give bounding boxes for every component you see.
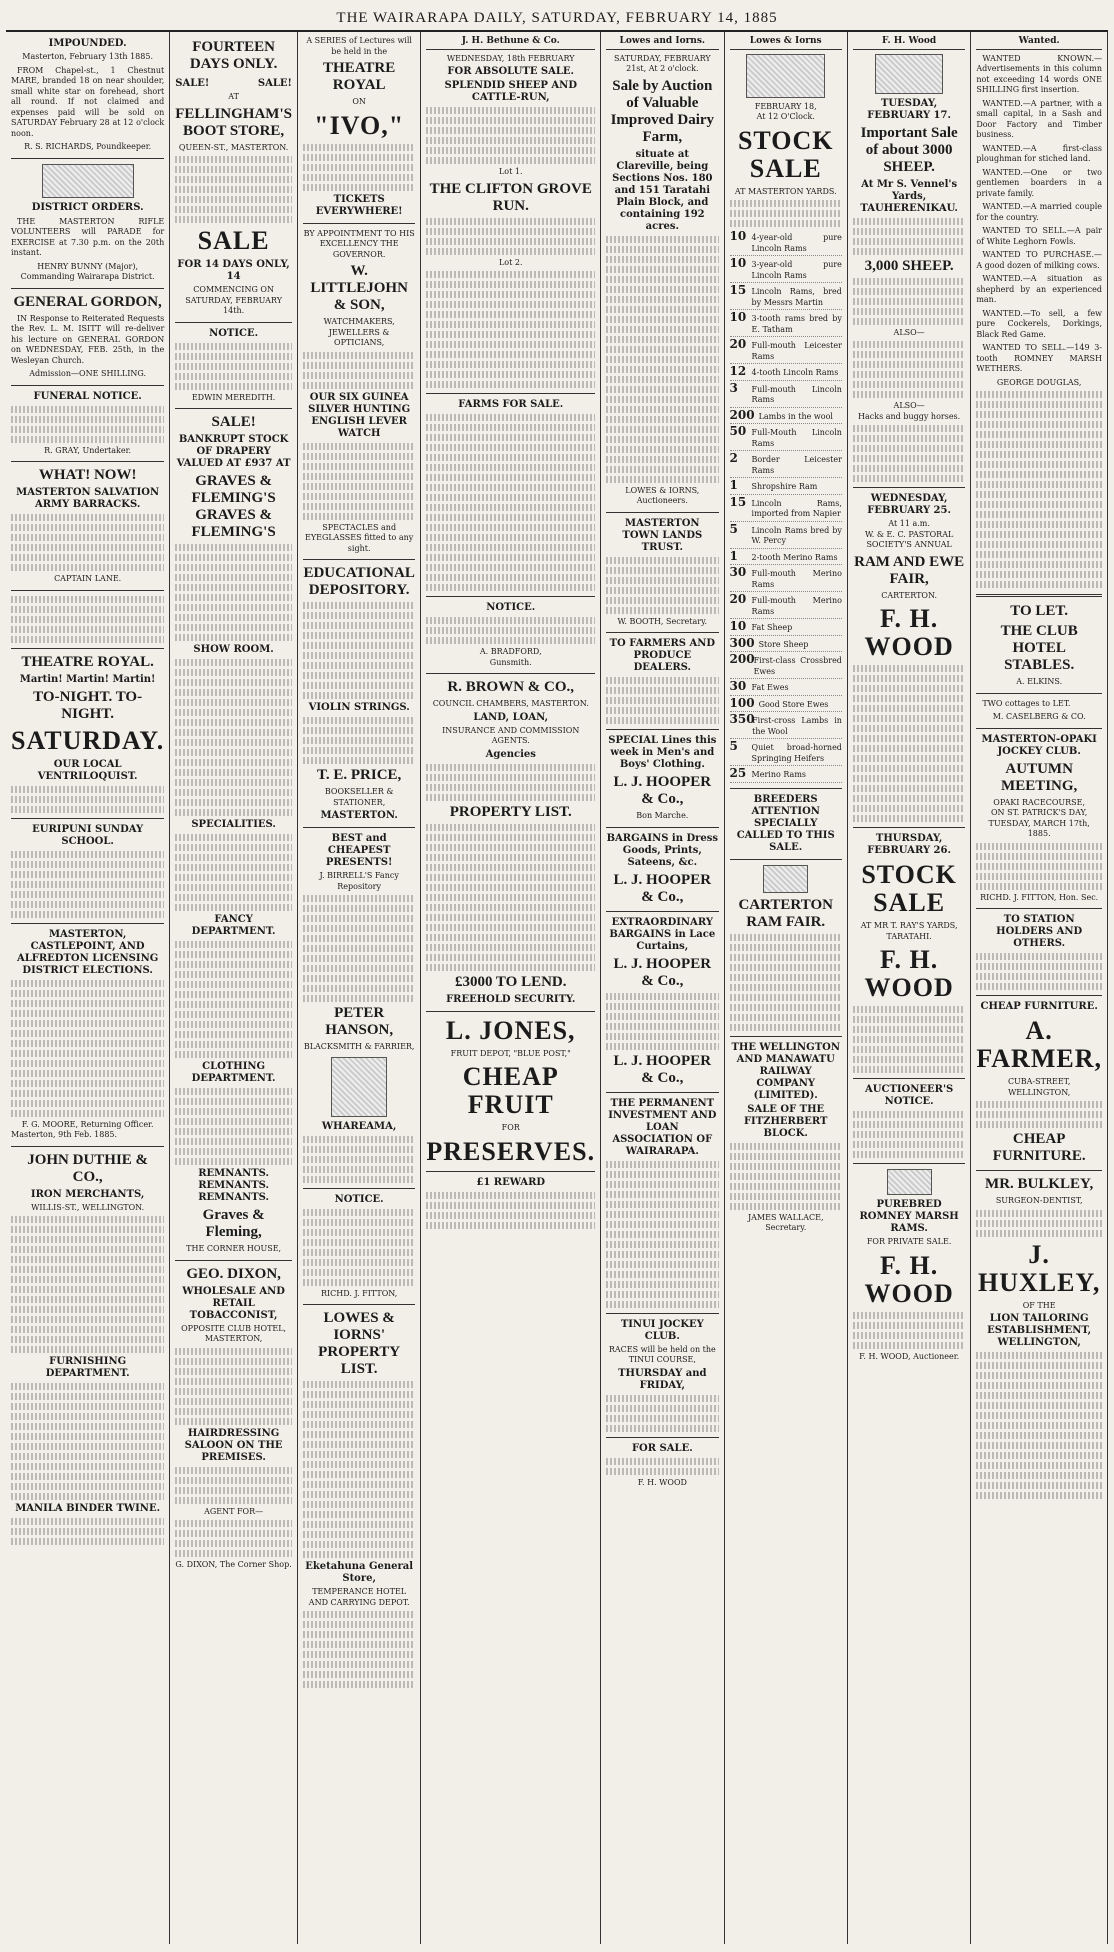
stock-item-count: 30 — [729, 679, 747, 693]
tenders-text — [11, 596, 164, 643]
stock-item — [730, 680, 842, 696]
jones-sub: FRUIT DEPOT, "BLUE POST," — [450, 1048, 571, 1058]
district-orders-sign: HENRY BUNNY (Major), Commanding Wairarapa District. — [20, 261, 155, 281]
hanson-title: PETER HANSON, — [325, 1005, 394, 1038]
lot-1: Lot 1. — [498, 167, 523, 176]
stock-item-count: 20 — [729, 592, 747, 606]
extraordinary: EXTRAORDINARY BARGAINS in Lace Curtains, — [609, 916, 716, 952]
stock-item — [730, 230, 842, 256]
stock-item-text: Full-Mouth Lincoln Rams — [751, 428, 842, 448]
st-patrick: ON ST. PATRICK'S DAY, — [991, 808, 1088, 817]
district-orders-body: THE MASTERTON RIFLE VOLUNTEERS will PARADE for EXERCISE at 7.30 p.m. on the 20th instant. — [11, 216, 165, 257]
stock-item-count: 20 — [729, 337, 747, 351]
our-six: OUR SIX GUINEA SILVER HUNTING ENGLISH LEVER WATCH — [308, 391, 411, 439]
fellingham-title: FELLINGHAM'S BOOT STORE, — [175, 105, 292, 139]
price-sub: BOOKSELLER & STATIONER, — [324, 787, 394, 807]
huxley-of: OF THE — [1022, 1300, 1056, 1310]
stock-item-count: 15 — [729, 494, 747, 509]
stock-item-text: 3-year-old pure Lincoln Rams — [751, 260, 842, 280]
purebred-rams: PUREBRED ROMNEY MARSH RAMS. — [859, 1199, 959, 1234]
sunday-school: EURIPUNI SUNDAY SCHOOL. — [32, 823, 144, 847]
price-place: MASTERTON. — [320, 810, 398, 821]
ram-illustration-2 — [887, 1169, 932, 1195]
wanted-9: WANTED.—To sell, a few pure Cockerels, Dorkings, Black Red Game. — [976, 308, 1102, 339]
stock-item-count: 25 — [729, 766, 747, 780]
wood-name-2: F. H. WOOD — [864, 945, 954, 1002]
remnants: REMNANTS. REMNANTS. REMNANTS. — [198, 1168, 270, 1203]
stock-item-count: 30 — [729, 565, 747, 579]
sheep-illustration-2 — [875, 54, 942, 94]
watchmakers: WATCHMAKERS, JEWELLERS & OPTICIANS, — [323, 317, 395, 347]
stock-item-count: 5 — [729, 521, 738, 536]
wanted-header: Wanted. — [976, 36, 1102, 50]
wood-header: F. H. Wood — [853, 36, 965, 50]
hooper-3: L. J. HOOPER & Co., — [613, 955, 712, 989]
wanted-4: WANTED.—One or two gentlemen boarders in a private family. — [976, 167, 1102, 198]
wood-name-1: F. H. WOOD — [864, 604, 954, 661]
sheep-illustration — [746, 54, 825, 98]
sale-left: SALE! — [175, 78, 210, 89]
stock-item-count: 12 — [729, 364, 747, 378]
farmers: TO FARMERS AND PRODUCE DEALERS. — [609, 638, 716, 673]
lowes-terms: LOWES & IORNS, Auctioneers. — [625, 485, 700, 505]
sale-right: SALE! — [257, 78, 292, 89]
salvation-sub: MASTERTON SALVATION ARMY BARRACKS. — [16, 487, 160, 510]
two-cottages: TWO cottages to LET. — [982, 698, 1071, 708]
theatre-title: THEATRE ROYAL. — [21, 653, 154, 670]
blacksmith-illustration — [331, 1057, 387, 1117]
hooper-2: L. J. HOOPER & Co., — [613, 871, 712, 905]
impounded-sign: R. S. RICHARDS, Poundkeeper. — [24, 142, 152, 151]
clothing-dept: CLOTHING DEPARTMENT. — [191, 1061, 276, 1084]
stock-item-text: Lincoln Rams bred by W. Percy — [751, 525, 842, 545]
stock-sale-2: STOCK SALE — [861, 860, 957, 917]
manila-twine: MANILA BINDER TWINE. — [15, 1503, 161, 1514]
bethune-header: J. H. Bethune & Co. — [426, 36, 595, 50]
wanted-1: WANTED KNOWN.—Advertisements in this column not exceeding 14 words ONE SHILLING first insertion. — [976, 53, 1102, 94]
masthead — [6, 6, 1108, 32]
ram-ewe-fair: RAM AND EWE FAIR, — [854, 553, 965, 587]
farmer-sub: CUBA-STREET, WELLINGTON, — [1007, 1077, 1071, 1097]
stock-item-count: 350 — [729, 712, 755, 726]
stock-item-text: Full-mouth Merino Rams — [751, 569, 842, 589]
ventriloquist: OUR LOCAL VENTRILOQUIST. — [37, 758, 138, 782]
notice-title-3: NOTICE. — [334, 1193, 384, 1205]
notice-sign: EDWIN MEREDITH. — [191, 392, 276, 402]
bulkley: MR. BULKLEY, — [985, 1176, 1094, 1192]
bradford-sub: Gunsmith. — [489, 657, 532, 667]
farmer-title: A. FARMER, — [976, 1016, 1102, 1073]
stock-item-text: Store Sheep — [758, 639, 809, 649]
district-orders-title: DISTRICT ORDERS. — [31, 201, 144, 213]
graves-fleming: GRAVES & FLEMING'S GRAVES & FLEMING'S — [191, 473, 276, 540]
breeders: BREEDERS ATTENTION SPECIALLY CALLED TO THIS SALE. — [736, 793, 835, 853]
wed-date: WEDNESDAY, FEBRUARY 25. — [867, 493, 951, 516]
impounded-body: FROM Chapel-st., 1 Chestnut MARE, branded 18 on near shoulder, small white star on forehead, short all round. If not claimed and expenses paid will be sold on SATURDAY February 28 at 12 o'clock noon. — [11, 65, 165, 138]
carterton-ram-fair: CARTERTON RAM FAIR. — [738, 896, 833, 930]
cheap-furniture-2: CHEAP FURNITURE. — [992, 1131, 1086, 1164]
violin: VIOLIN STRINGS. — [308, 702, 410, 713]
auctioneer-notice: AUCTIONEER'S NOTICE. — [865, 1084, 954, 1107]
special-lines: SPECIAL Lines this week in Men's and Boys' Clothing. — [608, 735, 717, 770]
eketahuna-title: Eketahuna General Store, — [305, 1561, 414, 1584]
stock-item-text: 3-tooth rams bred by E. Tatham — [751, 314, 842, 334]
wood-carterton: CARTERTON. — [881, 590, 937, 600]
stock-date: FEBRUARY 18, — [754, 101, 817, 111]
for-label: FOR — [501, 1123, 520, 1132]
theatre-royal: THEATRE ROYAL — [323, 60, 396, 93]
stock-item-text: Lincoln Rams, bred by Messrs Martin — [751, 287, 842, 307]
fellingham-place: QUEEN-ST., MASTERTON. — [178, 142, 289, 152]
three-thousand-sheep: 3,000 SHEEP. — [864, 257, 954, 274]
farms-for-sale: FARMS FOR SALE. — [458, 399, 564, 410]
stock-item — [730, 697, 842, 713]
fourteen-days: FOURTEEN DAYS ONLY. — [189, 39, 278, 72]
hacks: Hacks and buggy horses. — [858, 411, 961, 421]
stock-item — [730, 496, 842, 522]
notice-4: NOTICE. — [486, 602, 536, 613]
lowes-header: Lowes and Iorns. — [606, 36, 718, 50]
columns — [6, 32, 1108, 1944]
autumn-meeting: AUTUMN MEETING, — [1001, 760, 1078, 794]
column-3 — [298, 32, 421, 1944]
stock-item-count: 1 — [729, 478, 738, 492]
tonight: TO-NIGHT. TO-NIGHT. — [33, 688, 143, 722]
sale-big: SALE — [197, 226, 270, 255]
wanted-10: WANTED TO SELL.—149 3-tooth ROMNEY MARSH WETHERS. — [976, 343, 1102, 373]
tickets: TICKETS EVERYWHERE! — [315, 193, 403, 217]
race-tuesday: TUESDAY, MARCH 17th, 1885. — [988, 818, 1090, 838]
stock-item-text: 4-tooth Lincoln Rams — [751, 368, 839, 377]
stock-item-text: First-cross Lambs in the Wool — [752, 716, 842, 736]
birrell: J. BIRRELL'S Fancy Repository — [319, 871, 399, 891]
hooper-sub-1: Bon Marche. — [636, 811, 689, 820]
duthie-title: JOHN DUTHIE & CO., — [27, 1151, 149, 1185]
dixon-place: OPPOSITE CLUB HOTEL, MASTERTON, — [181, 1323, 287, 1343]
pastoral-assoc: W. & E. C. PASTORAL SOCIETY'S ANNUAL — [864, 529, 954, 549]
town-lands-sign: W. BOOTH, Secretary. — [617, 616, 708, 626]
freehold: FREEHOLD SECURITY. — [446, 993, 576, 1005]
reward: £1 REWARD — [476, 1176, 546, 1188]
wood-sign: F. H. WOOD, Auctioneer. — [859, 1351, 960, 1361]
tinui: TINUI JOCKEY CLUB. — [620, 1318, 704, 1342]
stock-yards: AT MASTERTON YARDS. — [734, 186, 837, 196]
crest-icon — [42, 164, 134, 198]
club-stables: THE CLUB HOTEL STABLES. — [1000, 623, 1078, 673]
bulkley-sub: SURGEON-DENTIST, — [995, 1196, 1083, 1205]
wanted-5: WANTED.—A married couple for the country. — [976, 202, 1102, 222]
stock-item-text: Fat Ewes — [751, 683, 789, 692]
agent-for: AGENT FOR— — [204, 1506, 264, 1516]
stock-item-count: 10 — [729, 619, 747, 633]
stock-item-text: Full-mouth Lincoln Rams — [751, 384, 842, 404]
stock-item-text: Fat Sheep — [751, 623, 793, 632]
stock-item — [730, 257, 842, 283]
insurance: INSURANCE AND COMMISSION AGENTS. — [442, 725, 580, 745]
agencies: Agencies — [485, 748, 536, 760]
cheap-fruit: CHEAP FRUIT — [462, 1062, 559, 1119]
wood-date: TUESDAY, FEBRUARY 17. — [867, 97, 951, 121]
stock-item-text: Shropshire Ram — [751, 482, 818, 491]
vennels-yards: At Mr S. Vennel's Yards, TAUHERENIKAU. — [860, 178, 958, 214]
spectacles: SPECTACLES and EYEGLASSES fitted to any sight. — [305, 522, 414, 553]
stock-item-text: Quiet broad-horned Springing Heifers — [751, 743, 842, 763]
land-loan: LAND, LOAN, — [473, 711, 549, 723]
duthie-sub: IRON MERCHANTS, — [30, 1188, 145, 1200]
to-let: TO LET. — [1010, 603, 1069, 619]
situate: situate at Clareville, being Sections Nos. 180 and 151 Taratahi Plain Block, and containing 192 acres. — [612, 148, 713, 232]
stock-item — [730, 566, 842, 592]
douglas-sign: GEORGE DOUGLAS, — [996, 377, 1082, 387]
column-7 — [848, 32, 971, 1944]
stock-item — [730, 550, 842, 566]
show-room: SHOW ROOM. — [193, 644, 274, 655]
gordon-admission: Admission—ONE SHILLING. — [29, 369, 147, 378]
series: A SERIES of Lectures will be held in the — [306, 36, 412, 56]
stock-item — [730, 713, 842, 739]
ram-illustration — [763, 865, 808, 893]
stock-item-text: Border Leicester Rams — [751, 455, 842, 475]
licensing-date: Masterton, 9th Feb. 1885. — [11, 1130, 118, 1139]
stock-item-count: 15 — [729, 283, 747, 297]
notice-title: NOTICE. — [209, 327, 259, 339]
furnishing-dept: FURNISHING DEPARTMENT. — [45, 1356, 130, 1379]
stock-item-text: First-class Crossbred Ewes — [753, 656, 842, 676]
stock-item-count: 100 — [729, 695, 755, 710]
littlejohn-title: W. LITTLEJOHN & SON, — [310, 263, 408, 313]
jones-title: L. JONES, — [445, 1015, 576, 1045]
best-presents: BEST and CHEAPEST PRESENTS! — [325, 833, 393, 868]
opaki-club: MASTERTON-OPAKI JOCKEY CLUB. — [981, 733, 1097, 757]
stock-sale: STOCK SALE — [737, 125, 834, 183]
stock-item-count: 1 — [729, 548, 738, 563]
stock-item-text: Lincoln Rams, imported from Napier — [751, 498, 842, 518]
column-6 — [725, 32, 848, 1944]
for-sale: FOR SALE. — [631, 1442, 693, 1454]
also-1: ALSO— — [893, 327, 925, 337]
lowes-date: SATURDAY, FEBRUARY 21st, At 2 o'clock. — [613, 53, 711, 73]
lot-2: Lot 2. — [498, 257, 523, 267]
stock-item — [730, 338, 842, 364]
rbrown-title: R. BROWN & CO., — [447, 679, 575, 695]
stock-item — [730, 523, 842, 549]
fitton-sign: RICHD. J. FITTON, — [321, 1288, 398, 1298]
splendid-run: SPLENDID SHEEP AND CATTLE-RUN, — [444, 80, 577, 103]
funeral-text — [11, 406, 164, 443]
stock-item-count: 10 — [729, 310, 747, 324]
also-2: ALSO— — [893, 401, 925, 410]
impounded-title: IMPOUNDED. — [48, 38, 127, 49]
bradford: A. BRADFORD, — [479, 647, 542, 656]
stock-item-count: 50 — [729, 424, 747, 438]
ivo-title: "IVO," — [314, 110, 405, 140]
bethune-date: WEDNESDAY, 18th FEBRUARY — [446, 53, 575, 63]
stock-item-count: 3 — [729, 380, 738, 395]
dixon-sign: G. DIXON, The Corner Shop. — [175, 1560, 292, 1569]
hooper-4: L. J. HOOPER & Co., — [613, 1052, 712, 1086]
wood-name-3: F. H. WOOD — [864, 1250, 954, 1308]
licensing-title: MASTERTON, CASTLEPOINT, AND ALFREDTON LICENSING DISTRICT ELECTIONS. — [16, 928, 159, 976]
gf-title: Graves & Fleming, — [202, 1207, 265, 1240]
cheap-furniture: CHEAP FURNITURE. — [980, 1001, 1098, 1012]
licensing-sign: F. G. MOORE, Returning Officer. — [21, 1119, 154, 1129]
specialities: SPECIALITIES. — [191, 819, 276, 830]
funeral-sign: R. GRAY, Undertaker. — [44, 445, 132, 455]
duthie-place: WILLIS-ST., WELLINGTON. — [31, 1202, 145, 1212]
fitton-hon-sec: RICHD. J. FITTON, Hon. Sec. — [980, 892, 1099, 902]
column-8 — [971, 32, 1108, 1944]
stock-item-text: Good Store Ewes — [758, 699, 829, 709]
station-holders: TO STATION HOLDERS AND OTHERS. — [996, 914, 1083, 949]
caselberg: M. CASELBERG & CO. — [992, 712, 1086, 721]
stock-item-count: 300 — [729, 635, 755, 650]
price-title: T. E. PRICE, — [316, 767, 402, 783]
town-lands: MASTERTON TOWN LANDS TRUST. — [622, 517, 703, 553]
stock-item-count: 200 — [729, 407, 755, 422]
gordon-body: IN Response to Reiterated Requests the Rev. L. M. ISITT will re-deliver his lecture on GENERAL GORDON on WEDNESDAY, FEB. 25th, in the Wesleyan Church. — [11, 313, 165, 365]
martin: Martin! Martin! Martin! — [19, 673, 156, 685]
stock-item-count: 2 — [729, 451, 738, 465]
stock-item-count: 5 — [729, 739, 738, 753]
wanted-6: WANTED TO SELL.—A pair of White Leghorn Fowls. — [976, 226, 1102, 246]
opaki-course: OPAKI RACECOURSE, — [993, 797, 1086, 807]
stock-item-text: Full-mouth Merino Rams — [751, 596, 842, 616]
stock-item — [730, 284, 842, 310]
commencing: COMMENCING ON SATURDAY, FEBRUARY 14th. — [185, 285, 282, 315]
gf-sub: THE CORNER HOUSE, — [186, 1244, 282, 1253]
lowes-property-list: LOWES & IORNS' PROPERTY LIST. — [318, 1310, 401, 1377]
important-sale: Important Sale of about 3000 SHEEP. — [860, 124, 958, 175]
property-list: PROPERTY LIST. — [449, 803, 572, 820]
salvation-text — [11, 514, 164, 571]
column-4 — [421, 32, 601, 1944]
sale-excl: SALE! — [211, 414, 256, 430]
absolute-sale: FOR ABSOLUTE SALE. — [447, 66, 575, 77]
column-1 — [6, 32, 170, 1944]
stock-item — [730, 311, 842, 337]
hairdressing: HAIRDRESSING SALOON ON THE PREMISES. — [184, 1427, 283, 1463]
fancy-dept: FANCY DEPARTMENT. — [191, 914, 276, 937]
stock-item — [730, 620, 842, 636]
stock-item-text: Merino Rams — [751, 770, 807, 779]
bankrupt: BANKRUPT STOCK OF DRAPERY VALUED AT £937 AT — [176, 434, 291, 469]
stock-item-text: Lambs in the wool — [758, 411, 833, 421]
stock-at: At 12 O'Clock. — [756, 112, 815, 121]
wanted-2: WANTED.—A partner, with a small capital, in a Sash and Door Factory and Timber business. — [976, 98, 1102, 139]
on-label: ON — [352, 97, 366, 106]
appointment: BY APPOINTMENT TO HIS EXCELLENCY THE GOVERNOR. — [303, 228, 415, 259]
railway: THE WELLINGTON AND MANAWATU RAILWAY COMPANY (LIMITED). — [731, 1041, 840, 1101]
stock-item-text: Full-mouth Leicester Rams — [751, 341, 842, 361]
lowes-iorns-header: Lowes & Iorns — [730, 36, 842, 50]
clifton-grove: THE CLIFTON GROVE RUN. — [429, 180, 592, 214]
wanted-3: WANTED.—A first-class ploughman for stiched land. — [976, 143, 1102, 163]
stock-item — [730, 479, 842, 495]
wanted-7: WANTED TO PURCHASE.—A good dozen of milking cows. — [976, 250, 1102, 270]
railway-sign: JAMES WALLACE, Secretary. — [747, 1212, 824, 1232]
saturday: SATURDAY. — [11, 725, 165, 755]
stock-item — [730, 593, 842, 619]
stock-item — [730, 365, 842, 381]
dixon-sub: WHOLESALE AND RETAIL TOBACCONIST, — [182, 1285, 285, 1321]
for-days: FOR 14 DAYS ONLY, 14 — [177, 259, 290, 282]
fitzherbert: SALE OF THE FITZHERBERT BLOCK. — [743, 1103, 828, 1139]
eketahuna-sub: TEMPERANCE HOTEL AND CARRYING DEPOT. — [308, 1587, 410, 1607]
funeral-title: FUNERAL NOTICE. — [33, 390, 142, 402]
stock-item-count: 10 — [729, 229, 747, 243]
salvation-sign: CAPTAIN LANE. — [54, 574, 122, 583]
masthead-title: THE WAIRARAPA DAILY, SATURDAY, FEBRUARY 14, 1885 — [336, 9, 778, 26]
huxley: J. HUXLEY, — [977, 1239, 1101, 1297]
stock-item-count: 200 — [729, 652, 755, 666]
stock-item — [730, 382, 842, 408]
lion-tailoring: LION TAILORING ESTABLISHMENT, WELLINGTON, — [987, 1313, 1092, 1348]
stock-item — [730, 452, 842, 478]
permanent-investment: THE PERMANENT INVESTMENT AND LOAN ASSOCIATION OF WAIRARAPA. — [608, 1097, 717, 1157]
educational: EDUCATIONAL DEPOSITORY. — [303, 565, 415, 598]
stock-item-text: 2-tooth Merino Rams — [751, 552, 838, 562]
for-sale-sign: F. H. WOOD — [637, 1477, 687, 1487]
dixon-title: GEO. DIXON, — [186, 1265, 281, 1282]
stock-item — [730, 425, 842, 451]
rays-yards: AT MR T. RAY'S YARDS, TARATAHI. — [860, 921, 958, 941]
stock-item — [730, 653, 842, 679]
wed-at: At 11 a.m. — [888, 519, 930, 528]
hanson-place: WHAREAMA, — [321, 1120, 397, 1132]
private-sale: FOR PRIVATE SALE. — [866, 1237, 952, 1246]
rbrown-sub: COUNCIL CHAMBERS, MASTERTON. — [432, 699, 589, 708]
preserves: PRESERVES. — [426, 1136, 596, 1166]
dairy-auction: Sale by Auction of Valuable Improved Dairy Farm, — [610, 77, 715, 145]
salvation-title: WHAT! NOW! — [38, 467, 137, 483]
hooper-1: L. J. HOOPER & Co., — [613, 774, 712, 807]
stock-item — [730, 409, 842, 425]
stock-item-count: 10 — [729, 256, 747, 270]
hanson-sub: BLACKSMITH & FARRIER, — [303, 1042, 415, 1051]
tinui-dates: THURSDAY and FRIDAY, — [618, 1367, 707, 1391]
stock-item — [730, 637, 842, 653]
lend: £3000 TO LEND. — [454, 973, 567, 990]
gordon-title: GENERAL GORDON, — [13, 293, 162, 310]
bargains: BARGAINS in Dress Goods, Prints, Sateens, &c. — [606, 832, 719, 868]
wanted-8: WANTED.—A situation as shepherd by an experienced man. — [976, 274, 1102, 304]
stock-item — [730, 767, 842, 783]
stock-list — [730, 230, 842, 783]
column-2 — [170, 32, 298, 1944]
impounded-dateline: Masterton, February 13th 1885. — [22, 52, 153, 61]
stock-item — [730, 740, 842, 766]
elkins-sign: A. ELKINS. — [1016, 677, 1063, 686]
at-label: AT — [228, 92, 239, 101]
stock-item-text: 4-year-old pure Lincoln Rams — [751, 233, 842, 253]
column-5 — [601, 32, 724, 1944]
thu-date: THURSDAY, FEBRUARY 26. — [867, 833, 951, 856]
tinui-body: RACES will be held on the TINUI COURSE, — [608, 1344, 716, 1364]
